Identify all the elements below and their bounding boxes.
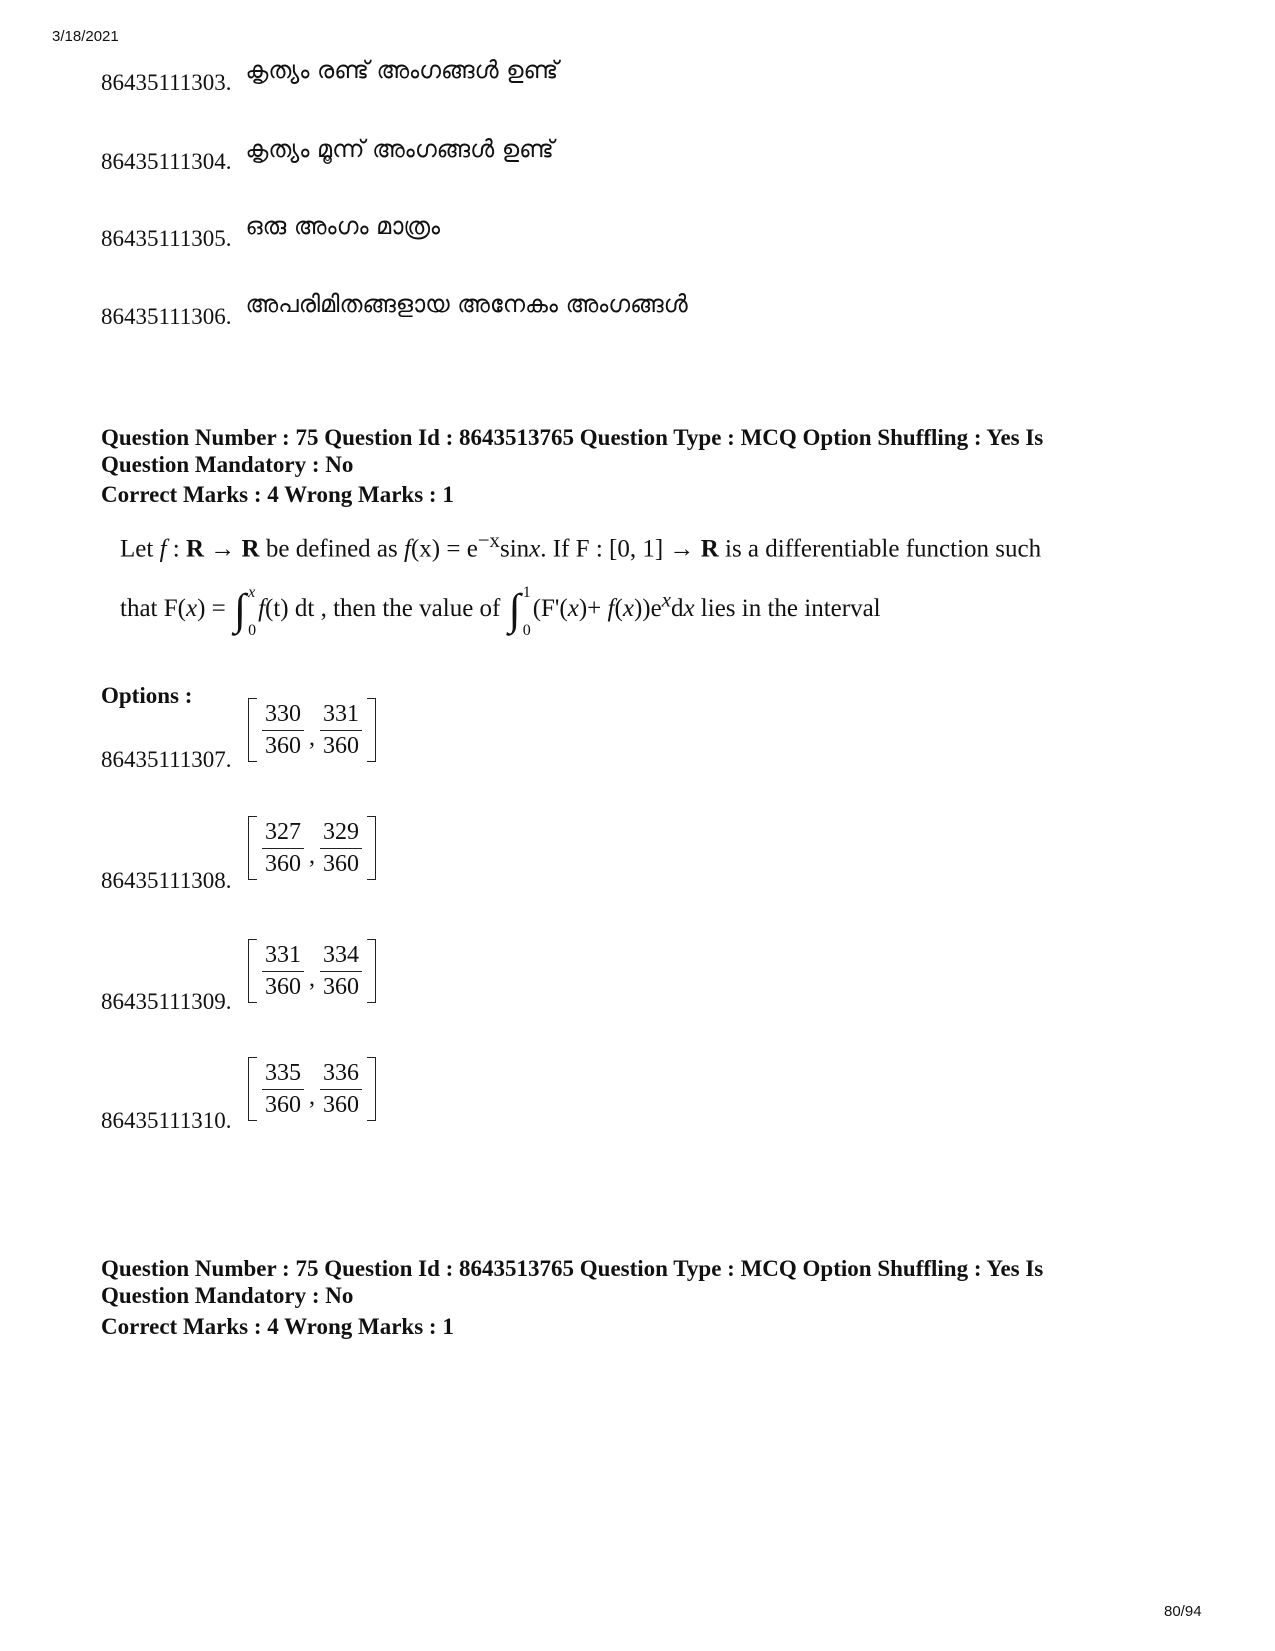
fraction — [262, 942, 304, 1001]
integral-limits — [523, 585, 531, 639]
text: sin — [499, 535, 530, 563]
text: = e — [440, 535, 478, 563]
fraction — [262, 701, 304, 760]
integral-sign: ∫ — [508, 585, 521, 634]
option-id: 86435111305. — [101, 226, 232, 251]
option-id: 86435111310. — [101, 1108, 232, 1133]
math-var: x — [529, 535, 541, 563]
denominator: 360 — [265, 732, 301, 759]
option-text: കൃത്യം രണ്ട് അംഗങ്ങൾ ഉണ്ട് — [245, 56, 559, 84]
denominator: 360 — [323, 732, 359, 759]
integral-limits — [248, 585, 256, 639]
math-var: f — [404, 535, 411, 563]
math-exponent: −x — [477, 528, 500, 552]
math-set: R — [700, 535, 719, 563]
text: ))e — [633, 595, 662, 622]
math-exponent: x — [661, 587, 671, 612]
math-var: x — [567, 595, 579, 622]
question-meta-line: Question Number : 75 Question Id : 8643513765 Question Type : MCQ Option Shuffling : Yes Is — [101, 425, 1044, 450]
text: d — [670, 595, 684, 622]
fraction — [320, 942, 362, 1001]
prev-option — [101, 135, 554, 175]
comma: , — [309, 966, 315, 992]
text: → — [204, 535, 242, 563]
question-marks: Correct Marks : 4 Wrong Marks : 1 — [101, 482, 454, 507]
left-bracket — [248, 1057, 257, 1121]
math-var: f — [607, 595, 615, 622]
left-bracket — [248, 698, 257, 762]
denominator: 360 — [323, 973, 359, 1000]
text: Let — [120, 535, 160, 563]
comma: , — [309, 843, 315, 869]
math-var: x — [185, 595, 198, 622]
prev-option — [101, 290, 688, 330]
lower-limit: 0 — [522, 622, 531, 640]
option-interval — [248, 698, 376, 762]
option-id: 86435111303. — [101, 70, 232, 95]
fraction — [262, 1060, 304, 1119]
denominator: 360 — [265, 1091, 301, 1118]
option-text: കൃത്യം മൂന്ന് അംഗങ്ങൾ ഉണ്ട് — [245, 135, 554, 163]
comma: , — [309, 1084, 315, 1110]
option-id: 86435111307. — [101, 747, 232, 772]
numerator: 330 — [262, 701, 304, 731]
text: ) = — [197, 595, 233, 622]
right-bracket — [367, 698, 376, 762]
upper-limit: 1 — [522, 584, 531, 602]
comma: , — [309, 725, 315, 751]
fraction — [320, 1060, 362, 1119]
text: lies in the interval — [694, 595, 881, 622]
fraction — [262, 819, 304, 878]
page-number: 80/94 — [1164, 1603, 1202, 1620]
text: is a differentiable function such — [718, 535, 1042, 563]
option-text: ഒരു അംഗം മാത്രം — [245, 212, 441, 240]
text: (x) — [410, 535, 441, 563]
fraction — [320, 819, 362, 878]
question-marks: Correct Marks : 4 Wrong Marks : 1 — [101, 1314, 454, 1339]
question-meta-line: Question Mandatory : No — [101, 1283, 354, 1308]
denominator: 360 — [265, 973, 301, 1000]
text: (t) dt , then the value of — [265, 595, 507, 622]
math-set: R — [185, 535, 205, 563]
option-id: 86435111304. — [101, 149, 232, 174]
text: )+ — [578, 595, 608, 622]
right-bracket — [367, 1057, 376, 1121]
math-set: R — [241, 535, 260, 563]
option-id: 86435111308. — [101, 868, 232, 893]
left-bracket — [248, 939, 257, 1003]
upper-limit: x — [248, 584, 256, 602]
numerator: 336 — [320, 1060, 362, 1090]
integral-sign: ∫ — [234, 585, 247, 634]
numerator: 329 — [320, 819, 362, 849]
question-statement-line — [120, 580, 881, 640]
option-interval — [248, 1057, 376, 1121]
question-meta-line: Question Number : 75 Question Id : 8643513765 Question Type : MCQ Option Shuffling : Yes Is — [101, 1256, 1044, 1281]
math-var: f — [258, 595, 266, 622]
denominator: 360 — [323, 1091, 359, 1118]
text: be defined as — [259, 535, 404, 563]
option-interval — [248, 939, 376, 1003]
numerator: 331 — [262, 942, 304, 972]
print-date: 3/18/2021 — [52, 28, 119, 45]
right-bracket — [367, 939, 376, 1003]
text: that F( — [120, 595, 186, 622]
question-meta — [101, 424, 1043, 478]
prev-option — [101, 56, 559, 96]
text: If F : [0, 1] → — [546, 535, 701, 563]
text: . — [540, 535, 547, 563]
left-bracket — [248, 816, 257, 880]
text: ( — [614, 595, 623, 622]
options-label: Options : — [101, 683, 193, 708]
question-meta-line: Question Mandatory : No — [101, 452, 354, 477]
right-bracket — [367, 816, 376, 880]
question-statement-line — [120, 528, 1041, 563]
text: (F'( — [532, 595, 568, 622]
option-text: അപരിമിതങ്ങളായ അനേകം അംഗങ്ങൾ — [245, 290, 688, 318]
numerator: 335 — [262, 1060, 304, 1090]
numerator: 327 — [262, 819, 304, 849]
denominator: 360 — [265, 850, 301, 877]
text: : — [166, 535, 186, 563]
option-id: 86435111309. — [101, 989, 232, 1014]
option-id: 86435111306. — [101, 304, 232, 329]
option-interval — [248, 816, 376, 880]
fraction — [320, 701, 362, 760]
math-var: x — [683, 595, 695, 622]
question-meta — [101, 1255, 1043, 1309]
numerator: 331 — [320, 701, 362, 731]
math-var: x — [622, 595, 634, 622]
denominator: 360 — [323, 850, 359, 877]
lower-limit: 0 — [248, 622, 257, 640]
prev-option — [101, 212, 441, 252]
numerator: 334 — [320, 942, 362, 972]
math-var: f — [159, 535, 167, 563]
